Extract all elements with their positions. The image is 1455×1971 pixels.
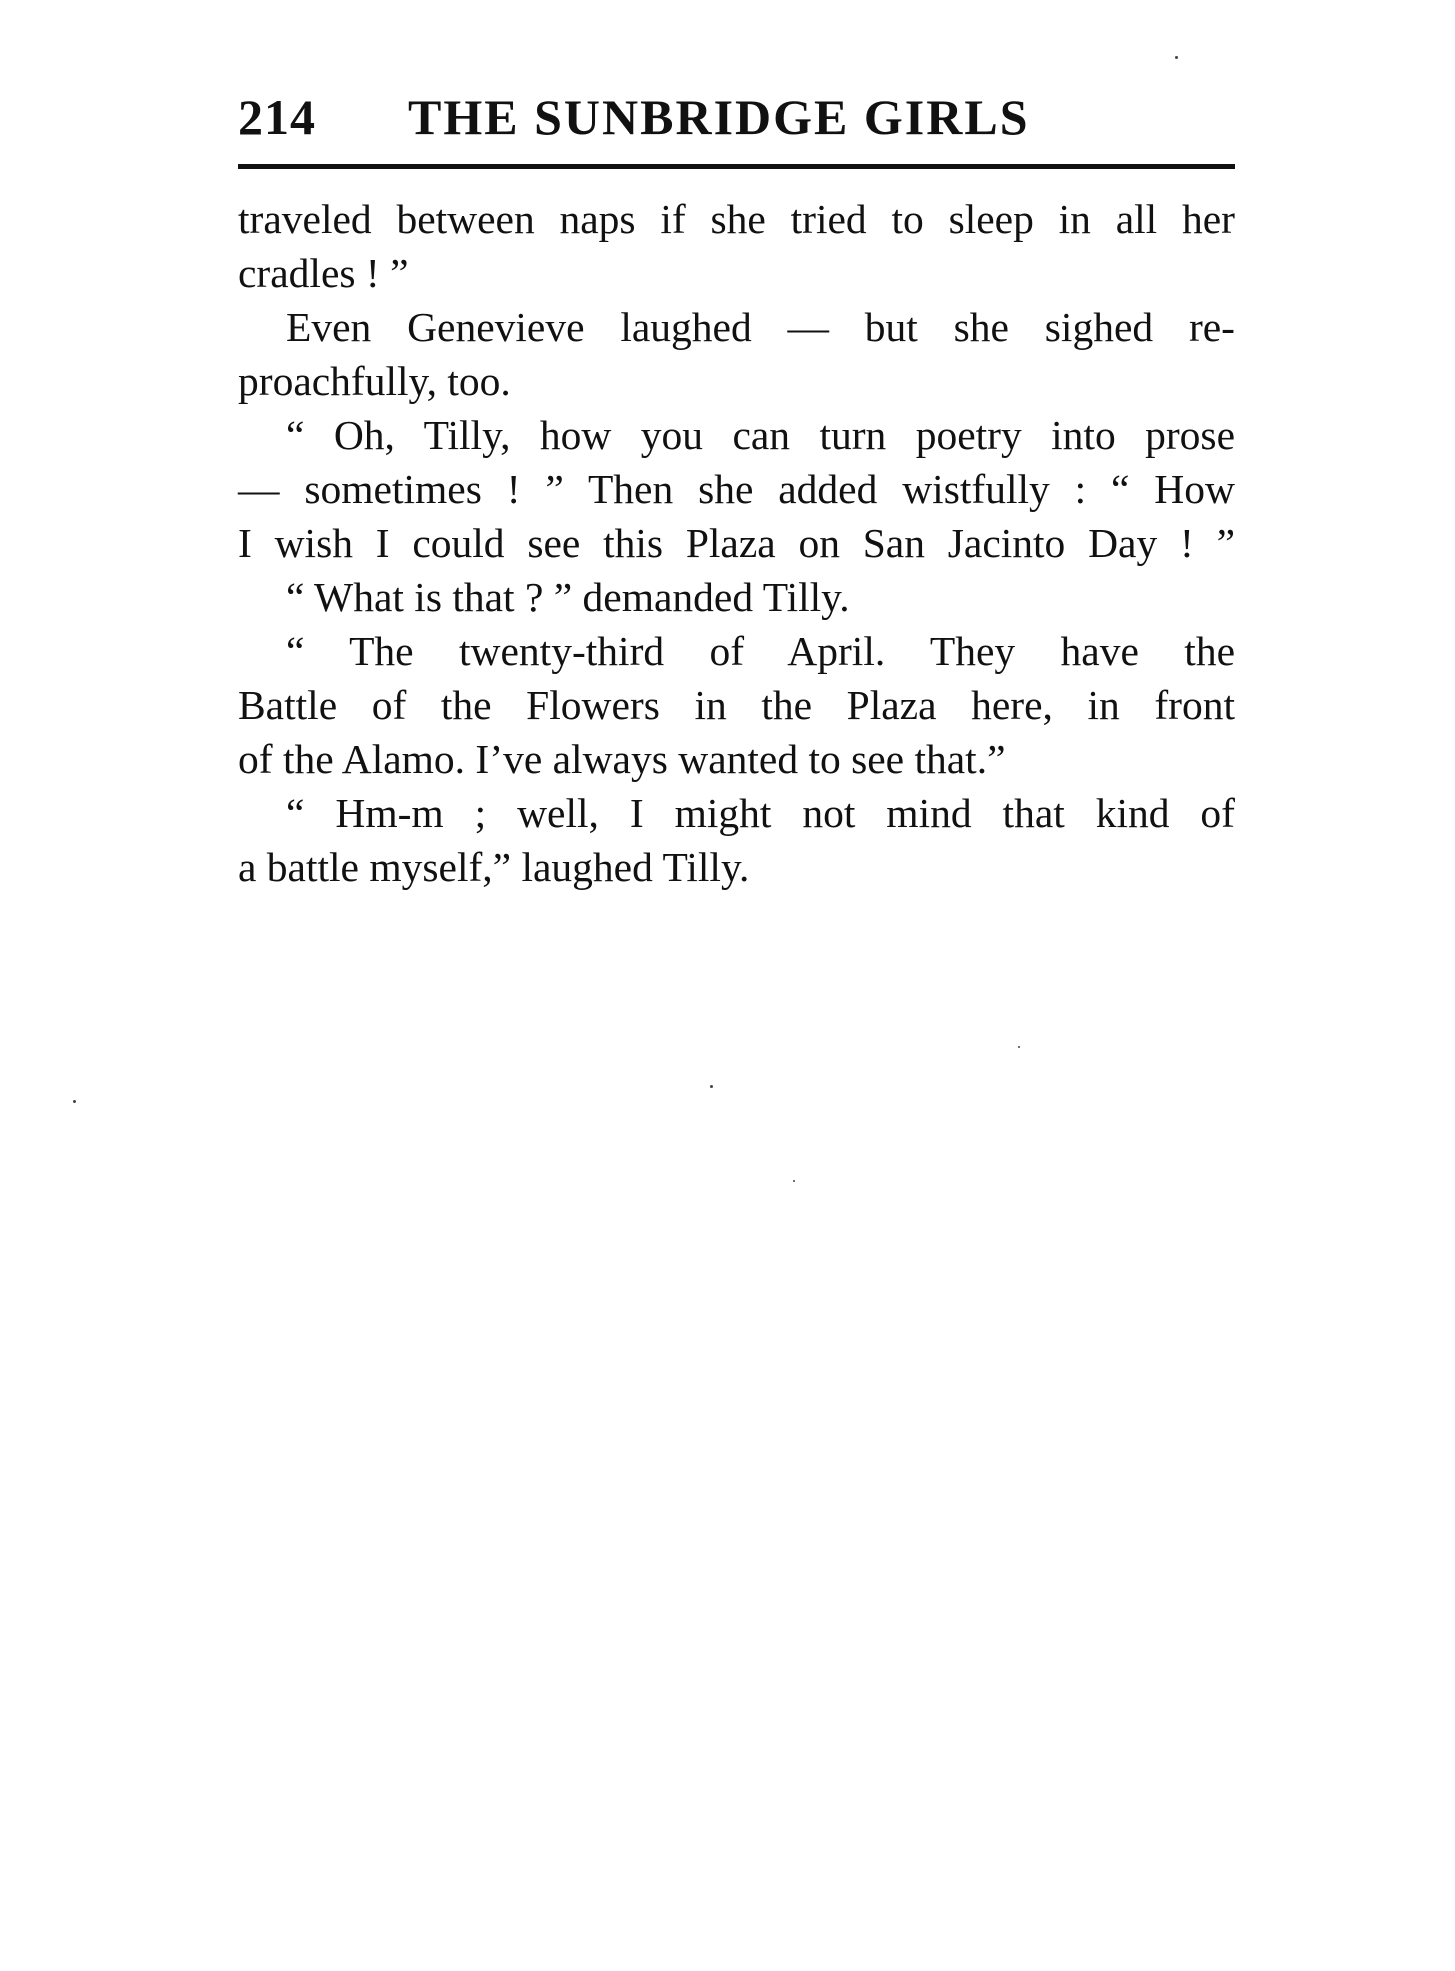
text-line: a battle myself,” laughed Tilly. (238, 844, 750, 890)
scan-speck (1175, 56, 1178, 59)
text-line: of the Alamo. I’ve always wanted to see that.” (238, 736, 1006, 782)
scan-speck (1018, 1046, 1020, 1048)
text-line: cradles ! ” (238, 250, 409, 296)
text-line: Even Genevieve laughed — but she sighed re- (286, 304, 1235, 350)
page-number: 214 (238, 89, 316, 145)
text-line: traveled between naps if she tried to sleep in all her (238, 196, 1235, 242)
page-header (238, 88, 1238, 158)
body-text (238, 192, 1235, 894)
text-line: “ The twenty-third of April. They have the (286, 628, 1235, 674)
scan-speck (793, 1180, 795, 1182)
text-line: I wish I could see this Plaza on San Jacinto Day ! ” (238, 520, 1235, 566)
scan-speck (73, 1100, 76, 1103)
header-rule (238, 164, 1235, 169)
text-line: “ What is that ? ” demanded Tilly. (286, 574, 850, 620)
text-line: — sometimes ! ” Then she added wistfully : “ How (238, 466, 1235, 512)
text-line: “ Oh, Tilly, how you can turn poetry into prose (286, 412, 1235, 458)
text-line: Battle of the Flowers in the Plaza here, in front (238, 682, 1235, 728)
text-line: “ Hm-m ; well, I might not mind that kind of (286, 790, 1235, 836)
running-title: THE SUNBRIDGE GIRLS (408, 89, 1030, 145)
scan-speck (710, 1085, 713, 1088)
text-line: proachfully, too. (238, 358, 511, 404)
